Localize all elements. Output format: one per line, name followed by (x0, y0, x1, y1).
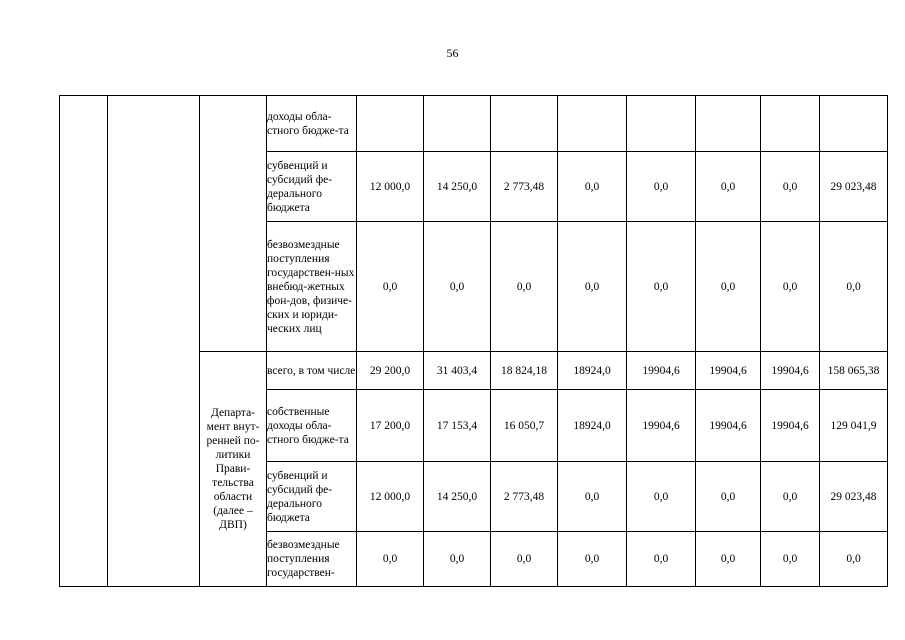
row-label: безвозмездные поступления государствен- (267, 532, 357, 587)
row-label: собственные доходы обла-стного бюдже-та (267, 390, 357, 462)
value-cell: 0,0 (558, 222, 627, 352)
value-cell (491, 96, 558, 152)
value-cell: 19904,6 (696, 390, 761, 462)
empty-cell-c (200, 96, 267, 352)
value-cell (357, 96, 424, 152)
value-cell: 0,0 (558, 152, 627, 222)
value-cell: 0,0 (696, 222, 761, 352)
row-label: доходы обла-стного бюдже-та (267, 96, 357, 152)
total-cell (820, 96, 888, 152)
value-cell: 12 000,0 (357, 152, 424, 222)
value-cell: 19904,6 (696, 352, 761, 390)
total-cell: 29 023,48 (820, 462, 888, 532)
value-cell: 0,0 (627, 152, 696, 222)
value-cell: 19904,6 (627, 352, 696, 390)
value-cell: 0,0 (696, 152, 761, 222)
total-cell: 158 065,38 (820, 352, 888, 390)
value-cell: 18924,0 (558, 390, 627, 462)
value-cell: 17 153,4 (424, 390, 491, 462)
value-cell: 0,0 (627, 462, 696, 532)
value-cell: 31 403,4 (424, 352, 491, 390)
value-cell: 19904,6 (627, 390, 696, 462)
empty-cell-a (60, 96, 108, 587)
value-cell: 0,0 (424, 222, 491, 352)
value-cell: 18 824,18 (491, 352, 558, 390)
value-cell (558, 96, 627, 152)
value-cell (761, 96, 820, 152)
value-cell: 0,0 (424, 532, 491, 587)
value-cell: 12 000,0 (357, 462, 424, 532)
value-cell: 14 250,0 (424, 462, 491, 532)
budget-table (59, 95, 888, 587)
organization-cell: Департа-мент внут-ренней по-литики Прави-тельства области (далее – ДВП) (200, 352, 267, 587)
total-cell: 129 041,9 (820, 390, 888, 462)
value-cell (627, 96, 696, 152)
value-cell: 19904,6 (761, 390, 820, 462)
table-row (60, 96, 888, 152)
value-cell: 0,0 (491, 532, 558, 587)
value-cell: 0,0 (627, 222, 696, 352)
page-number: 56 (446, 46, 459, 60)
value-cell: 0,0 (491, 222, 558, 352)
value-cell: 16 050,7 (491, 390, 558, 462)
total-cell: 0,0 (820, 532, 888, 587)
value-cell: 0,0 (761, 532, 820, 587)
value-cell: 14 250,0 (424, 152, 491, 222)
row-label: субвенций и субсидий фе-дерального бюджета (267, 152, 357, 222)
value-cell: 29 200,0 (357, 352, 424, 390)
value-cell: 2 773,48 (491, 462, 558, 532)
value-cell: 17 200,0 (357, 390, 424, 462)
value-cell: 0,0 (696, 532, 761, 587)
total-cell: 0,0 (820, 222, 888, 352)
value-cell: 0,0 (357, 532, 424, 587)
value-cell: 0,0 (627, 532, 696, 587)
row-label: всего, в том числе (267, 352, 357, 390)
empty-cell-b (108, 96, 200, 587)
value-cell: 0,0 (558, 462, 627, 532)
total-cell: 29 023,48 (820, 152, 888, 222)
value-cell: 0,0 (761, 222, 820, 352)
value-cell: 0,0 (558, 532, 627, 587)
value-cell: 0,0 (761, 462, 820, 532)
value-cell (424, 96, 491, 152)
value-cell: 2 773,48 (491, 152, 558, 222)
value-cell: 0,0 (761, 152, 820, 222)
value-cell: 0,0 (696, 462, 761, 532)
value-cell (696, 96, 761, 152)
value-cell: 0,0 (357, 222, 424, 352)
value-cell: 18924,0 (558, 352, 627, 390)
row-label: безвозмездные поступления государствен-ных внебюд-жетных фон-дов, физиче-ских и юриди-ческих лиц (267, 222, 357, 352)
value-cell: 19904,6 (761, 352, 820, 390)
row-label: субвенций и субсидий фе-дерального бюджета (267, 462, 357, 532)
